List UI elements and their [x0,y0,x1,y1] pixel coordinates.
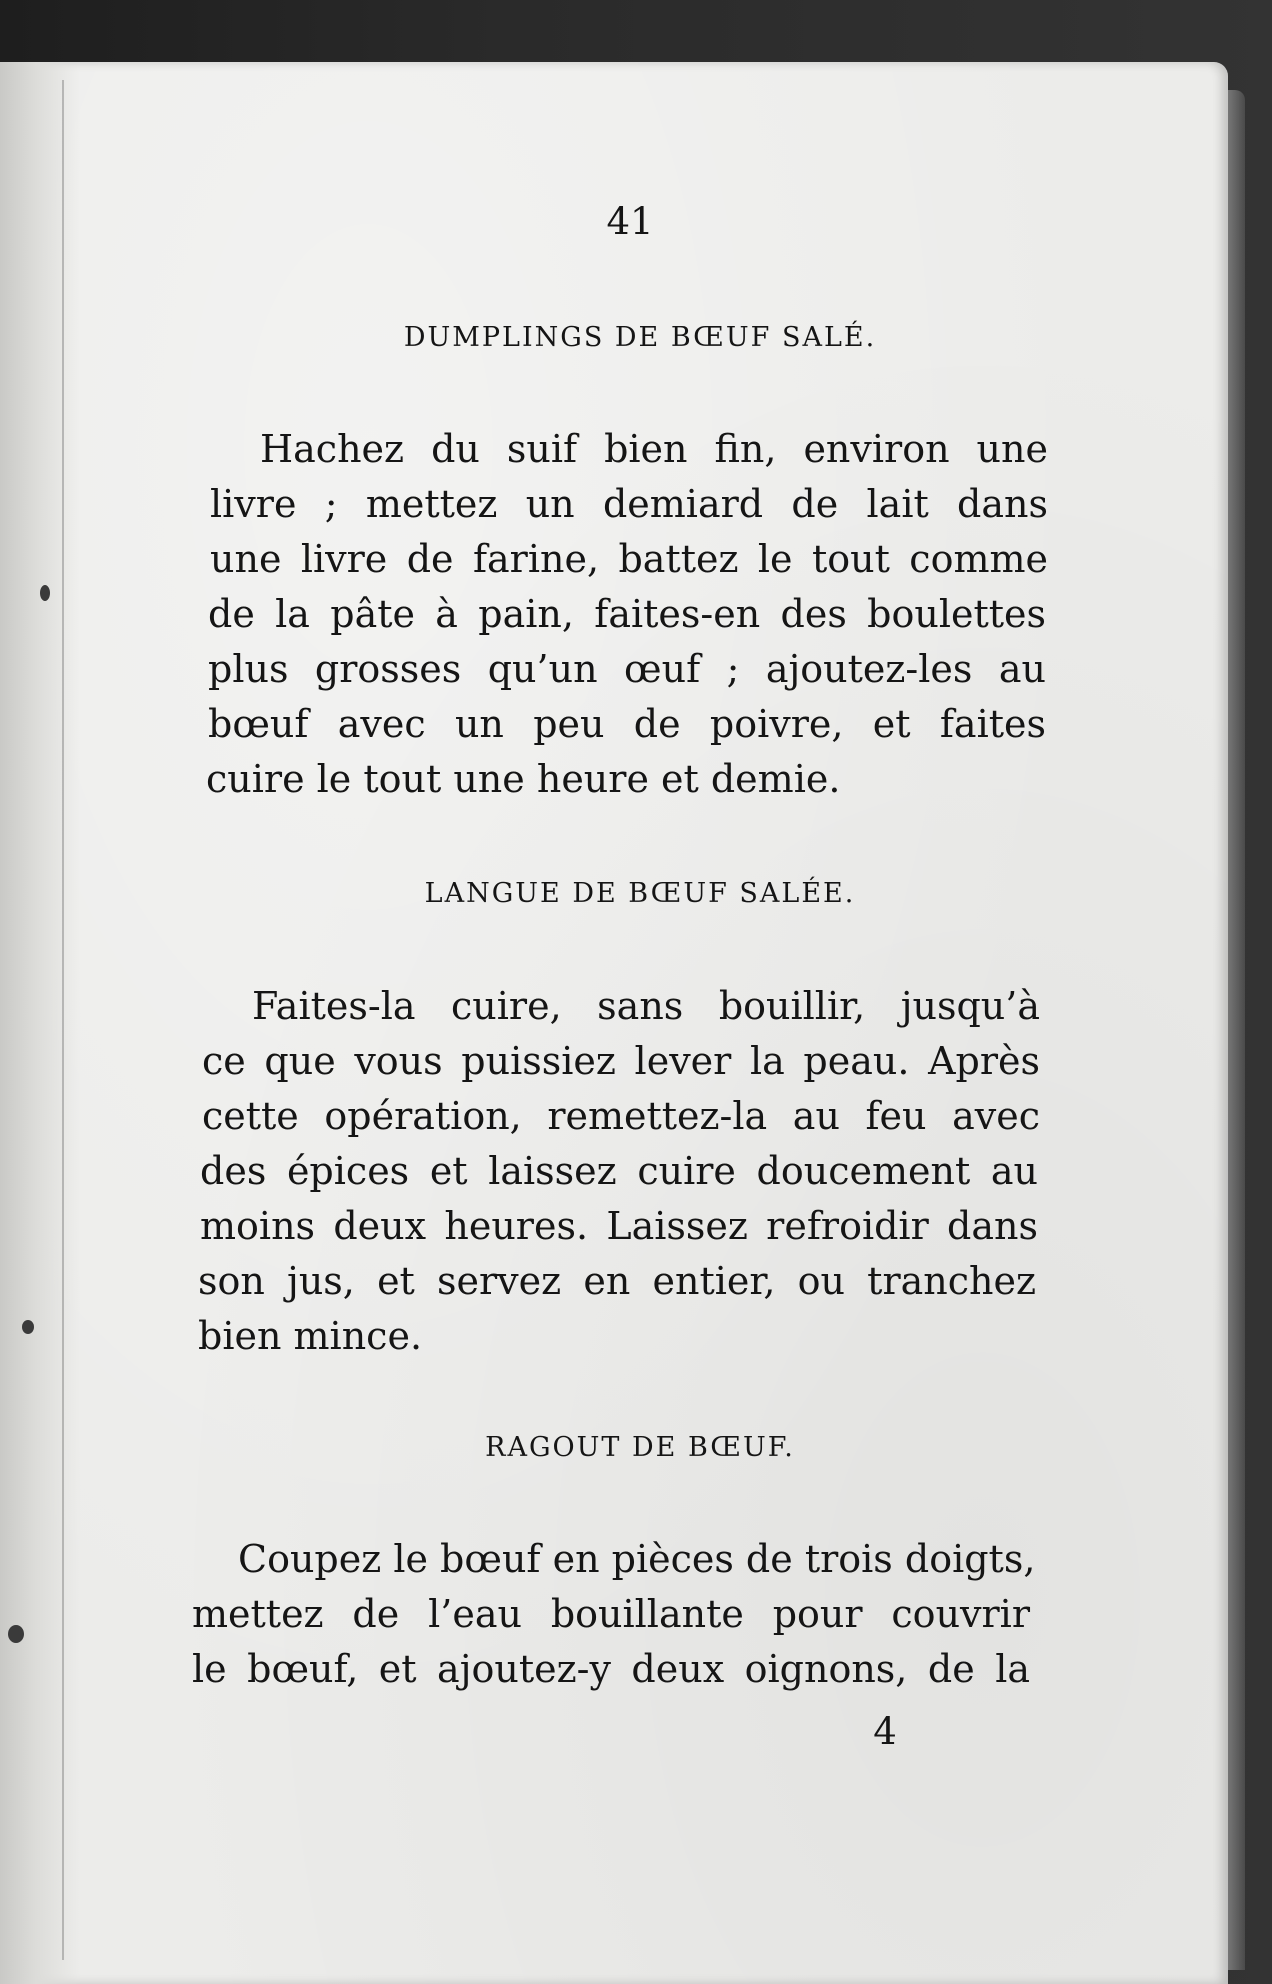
text-line: ce que vous puissiez lever la peau. Après [202,1039,1040,1083]
ink-fleck [40,585,50,601]
text-line-last: cuire le tout une heure et demie. [206,757,841,801]
text-line: livre ; mettez un demiard de lait dans [210,482,1048,526]
text-line: le bœuf, et ajoutez-y deux oignons, de la [192,1647,1030,1691]
ink-fleck [22,1320,34,1334]
text-line: cette opération, remettez-la au feu avec [202,1094,1040,1138]
binding-gutter [0,62,80,1984]
recipe-heading-ragout: RAGOUT DE BŒUF. [485,1432,795,1463]
text-line: moins deux heures. Laissez refroidir dans [200,1204,1038,1248]
text-line: Hachez du suif bien fin, environ une [260,427,1048,471]
recipe-heading-langue: LANGUE DE BŒUF SALÉE. [424,878,856,909]
text-line: plus grosses qu’un œuf ; ajoutez-les au [208,647,1046,691]
text-line: Faites-la cuire, sans bouillir, jusqu’à [252,984,1040,1028]
text-line: bœuf avec un peu de poivre, et faites [208,702,1046,746]
page-number: 41 [606,200,654,243]
text-line: son jus, et servez en entier, ou tranchez [198,1259,1036,1303]
text-line: des épices et laissez cuire doucement au [200,1149,1038,1193]
text-line: Coupez le bœuf en pièces de trois doigts, [238,1537,1036,1581]
text-line: de la pâte à pain, faites-en des boulettes [208,592,1046,636]
signature-mark: 4 [873,1710,897,1753]
ink-fleck [8,1625,24,1643]
text-line: mettez de l’eau bouillante pour couvrir [192,1592,1030,1636]
text-line: une livre de farine, battez le tout comme [210,537,1048,581]
gutter-fold-line [62,80,64,1960]
text-line-last: bien mince. [198,1314,423,1358]
recipe-heading-dumplings: DUMPLINGS DE BŒUF SALÉ. [403,322,877,353]
